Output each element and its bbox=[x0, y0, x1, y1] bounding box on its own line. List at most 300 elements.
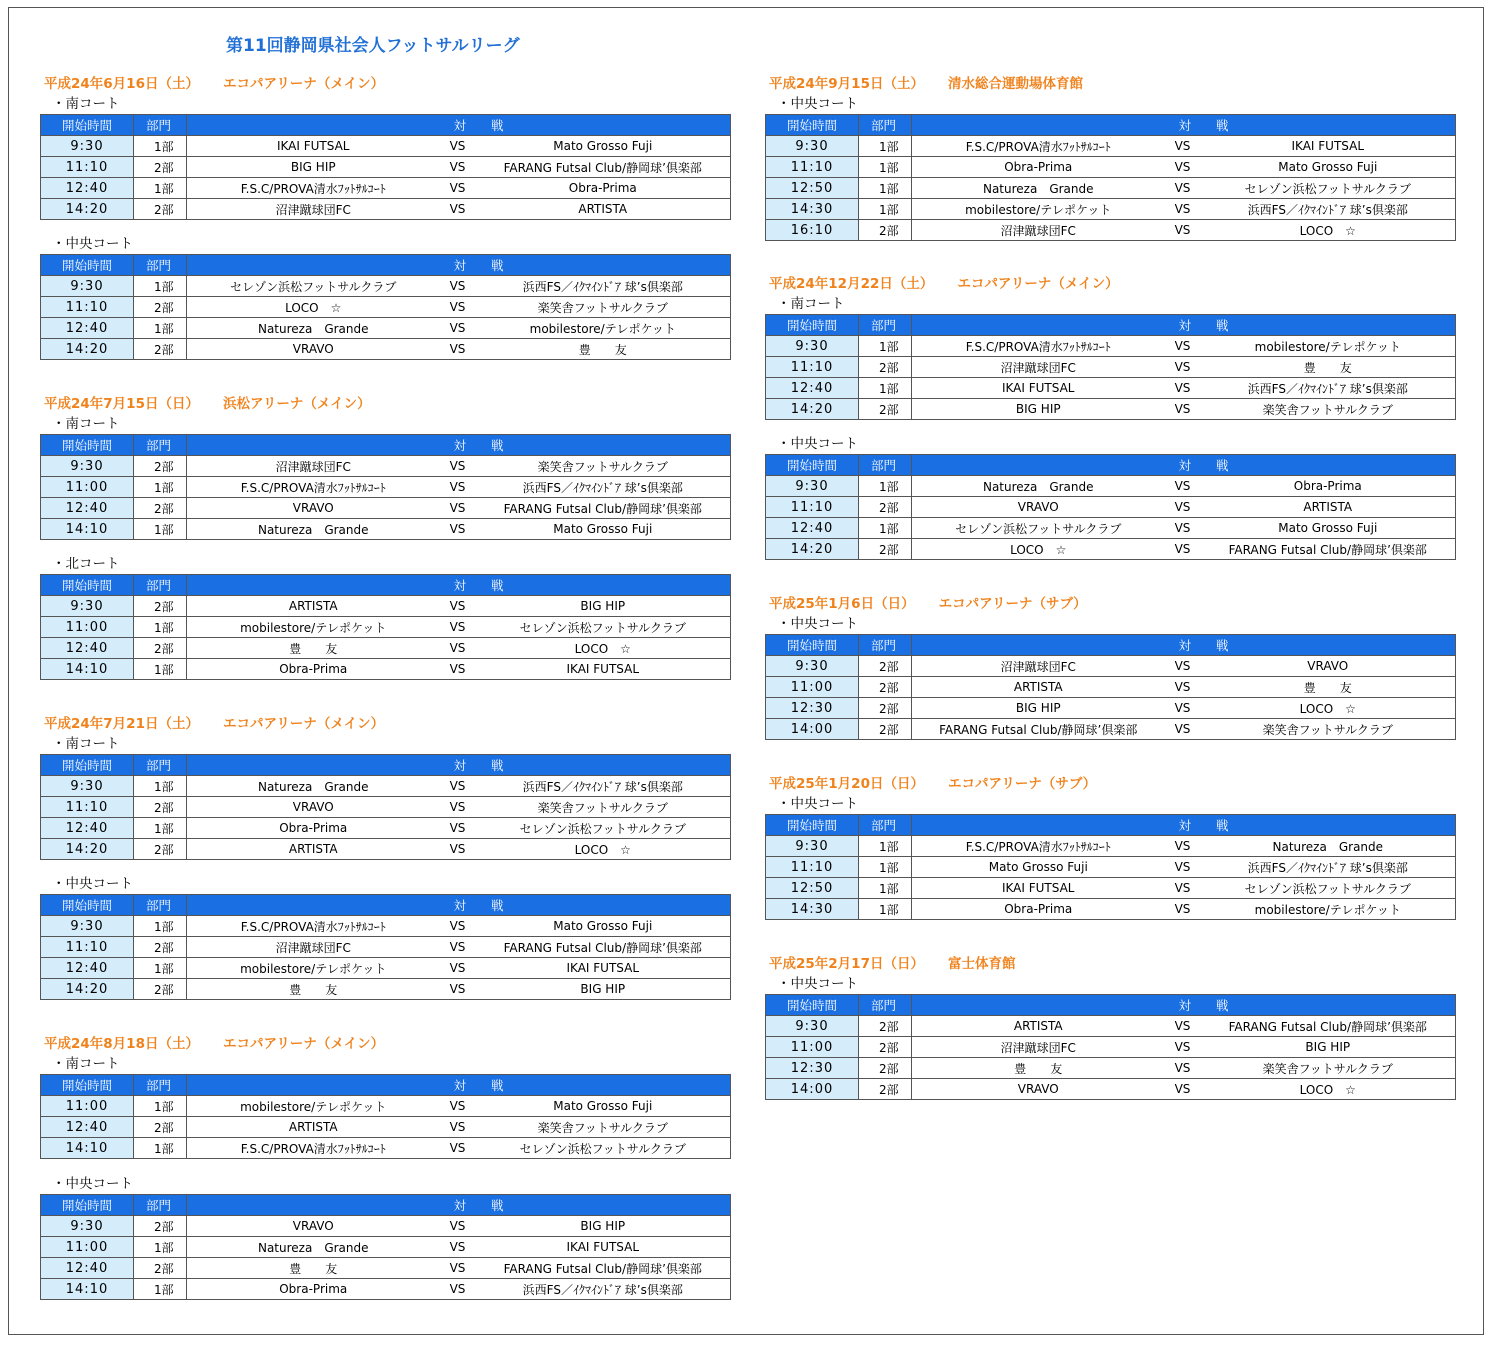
home-team: mobilestore/テレポケット bbox=[187, 958, 440, 979]
schedule-table bbox=[765, 454, 1456, 560]
header-division: 部門 bbox=[134, 755, 187, 776]
court-label: ・南コート bbox=[52, 96, 120, 112]
versus-label: VS bbox=[440, 1138, 476, 1159]
table-row bbox=[41, 276, 731, 297]
start-time: 14:30 bbox=[766, 899, 859, 920]
away-team: BIG HIP bbox=[476, 1216, 731, 1237]
division: 2部 bbox=[134, 596, 187, 617]
away-team: 楽笑舎フットサルクラブ bbox=[476, 797, 731, 818]
versus-label: VS bbox=[440, 157, 476, 178]
schedule-table bbox=[40, 754, 731, 860]
event-heading bbox=[769, 954, 1015, 974]
versus-label: VS bbox=[1165, 199, 1201, 220]
versus-label: VS bbox=[1165, 878, 1201, 899]
versus-label: VS bbox=[1165, 836, 1201, 857]
division: 2部 bbox=[859, 220, 912, 241]
division: 1部 bbox=[134, 519, 187, 540]
home-team: ARTISTA bbox=[912, 677, 1165, 698]
table-row bbox=[766, 157, 1456, 178]
table-row bbox=[41, 596, 731, 617]
header-time: 開始時間 bbox=[41, 755, 134, 776]
header-match: 対 戦 bbox=[912, 815, 1456, 836]
versus-label: VS bbox=[440, 276, 476, 297]
versus-label: VS bbox=[440, 178, 476, 199]
home-team: Natureza Grande bbox=[187, 1237, 440, 1258]
table-header-row bbox=[766, 815, 1456, 836]
header-division: 部門 bbox=[859, 635, 912, 656]
home-team: mobilestore/テレポケット bbox=[912, 199, 1165, 220]
away-team: 浜西FS／ｲｸﾏｲﾝﾄﾞｱ 球’s倶楽部 bbox=[476, 1279, 731, 1300]
division: 2部 bbox=[134, 498, 187, 519]
header-match: 対 戦 bbox=[912, 995, 1456, 1016]
division: 1部 bbox=[134, 776, 187, 797]
table-row bbox=[766, 476, 1456, 497]
division: 2部 bbox=[134, 1216, 187, 1237]
away-team: FARANG Futsal Club/静岡球’倶楽部 bbox=[476, 937, 731, 958]
away-team: IKAI FUTSAL bbox=[476, 659, 731, 680]
division: 1部 bbox=[859, 136, 912, 157]
schedule-table bbox=[40, 254, 731, 360]
away-team: セレゾン浜松フットサルクラブ bbox=[1201, 178, 1456, 199]
start-time: 12:50 bbox=[766, 878, 859, 899]
division: 2部 bbox=[134, 797, 187, 818]
away-team: Mato Grosso Fuji bbox=[476, 916, 731, 937]
away-team: mobilestore/テレポケット bbox=[1201, 336, 1456, 357]
event-heading bbox=[44, 1034, 384, 1054]
header-time: 開始時間 bbox=[766, 995, 859, 1016]
start-time: 11:00 bbox=[766, 1037, 859, 1058]
event-date: 平成25年1月20日（日） bbox=[769, 776, 924, 792]
start-time: 12:40 bbox=[41, 178, 134, 199]
header-match: 対 戦 bbox=[187, 435, 731, 456]
table-row bbox=[41, 157, 731, 178]
court-label: ・南コート bbox=[52, 1056, 120, 1072]
division: 2部 bbox=[859, 1058, 912, 1079]
away-team: 楽笑舎フットサルクラブ bbox=[1201, 1058, 1456, 1079]
away-team: 浜西FS／ｲｸﾏｲﾝﾄﾞｱ 球’s倶楽部 bbox=[476, 477, 731, 498]
away-team: LOCO ☆ bbox=[476, 638, 731, 659]
start-time: 9:30 bbox=[41, 456, 134, 477]
start-time: 14:00 bbox=[766, 1079, 859, 1100]
away-team: VRAVO bbox=[1201, 656, 1456, 677]
start-time: 9:30 bbox=[766, 836, 859, 857]
page-title: 第11回静岡県社会人フットサルリーグ bbox=[226, 36, 520, 56]
start-time: 12:50 bbox=[766, 178, 859, 199]
header-time: 開始時間 bbox=[41, 1075, 134, 1096]
table-header-row bbox=[41, 895, 731, 916]
start-time: 9:30 bbox=[41, 1216, 134, 1237]
home-team: 沼津蹴球団FC bbox=[912, 1037, 1165, 1058]
event-heading bbox=[44, 714, 384, 734]
schedule-table bbox=[765, 314, 1456, 420]
table-row bbox=[766, 857, 1456, 878]
start-time: 9:30 bbox=[41, 136, 134, 157]
schedule-table bbox=[40, 574, 731, 680]
table-row bbox=[41, 638, 731, 659]
division: 1部 bbox=[859, 476, 912, 497]
versus-label: VS bbox=[440, 519, 476, 540]
table-header-row bbox=[766, 115, 1456, 136]
versus-label: VS bbox=[440, 958, 476, 979]
away-team: 楽笑舎フットサルクラブ bbox=[1201, 399, 1456, 420]
header-division: 部門 bbox=[134, 115, 187, 136]
versus-label: VS bbox=[1165, 518, 1201, 539]
event-date: 平成24年8月18日（土） bbox=[44, 1036, 199, 1052]
division: 2部 bbox=[134, 157, 187, 178]
home-team: Natureza Grande bbox=[912, 178, 1165, 199]
table-row bbox=[41, 498, 731, 519]
table-row bbox=[41, 1096, 731, 1117]
header-match: 対 戦 bbox=[187, 755, 731, 776]
start-time: 11:00 bbox=[41, 617, 134, 638]
table-header-row bbox=[766, 315, 1456, 336]
start-time: 14:20 bbox=[41, 839, 134, 860]
start-time: 14:20 bbox=[766, 539, 859, 560]
away-team: IKAI FUTSAL bbox=[476, 1237, 731, 1258]
division: 2部 bbox=[134, 199, 187, 220]
versus-label: VS bbox=[1165, 399, 1201, 420]
home-team: 豊 友 bbox=[187, 1258, 440, 1279]
header-match: 対 戦 bbox=[187, 1075, 731, 1096]
table-row bbox=[766, 1058, 1456, 1079]
event-heading bbox=[769, 594, 1087, 614]
versus-label: VS bbox=[1165, 857, 1201, 878]
home-team: F.S.C/PROVA清水ﾌｯﾄｻﾙｺｰﾄ bbox=[912, 136, 1165, 157]
away-team: mobilestore/テレポケット bbox=[476, 318, 731, 339]
start-time: 11:10 bbox=[766, 157, 859, 178]
division: 2部 bbox=[134, 456, 187, 477]
home-team: F.S.C/PROVA清水ﾌｯﾄｻﾙｺｰﾄ bbox=[187, 178, 440, 199]
table-row bbox=[41, 297, 731, 318]
court-label: ・南コート bbox=[52, 736, 120, 752]
home-team: 沼津蹴球団FC bbox=[912, 357, 1165, 378]
versus-label: VS bbox=[1165, 677, 1201, 698]
division: 2部 bbox=[134, 979, 187, 1000]
home-team: Obra-Prima bbox=[912, 899, 1165, 920]
home-team: 豊 友 bbox=[912, 1058, 1165, 1079]
table-row bbox=[766, 399, 1456, 420]
table-row bbox=[766, 136, 1456, 157]
away-team: 楽笑舎フットサルクラブ bbox=[476, 297, 731, 318]
division: 1部 bbox=[134, 178, 187, 199]
schedule-table bbox=[40, 1194, 731, 1300]
start-time: 12:40 bbox=[41, 638, 134, 659]
away-team: ARTISTA bbox=[1201, 497, 1456, 518]
court-label: ・中央コート bbox=[777, 976, 858, 992]
header-match: 対 戦 bbox=[187, 1195, 731, 1216]
home-team: mobilestore/テレポケット bbox=[187, 617, 440, 638]
table-header-row bbox=[41, 435, 731, 456]
start-time: 9:30 bbox=[41, 596, 134, 617]
division: 2部 bbox=[859, 1037, 912, 1058]
start-time: 12:30 bbox=[766, 698, 859, 719]
table-row bbox=[41, 1216, 731, 1237]
event-heading bbox=[44, 74, 384, 94]
header-division: 部門 bbox=[859, 115, 912, 136]
start-time: 12:40 bbox=[41, 958, 134, 979]
division: 1部 bbox=[859, 899, 912, 920]
start-time: 9:30 bbox=[41, 916, 134, 937]
table-header-row bbox=[41, 115, 731, 136]
division: 1部 bbox=[134, 1138, 187, 1159]
home-team: 沼津蹴球団FC bbox=[912, 220, 1165, 241]
division: 1部 bbox=[134, 916, 187, 937]
home-team: mobilestore/テレポケット bbox=[187, 1096, 440, 1117]
event-venue: 富士体育館 bbox=[947, 956, 1016, 972]
header-division: 部門 bbox=[134, 575, 187, 596]
division: 2部 bbox=[859, 399, 912, 420]
start-time: 9:30 bbox=[41, 776, 134, 797]
start-time: 14:20 bbox=[766, 399, 859, 420]
division: 1部 bbox=[859, 518, 912, 539]
away-team: Mato Grosso Fuji bbox=[476, 519, 731, 540]
away-team: ARTISTA bbox=[476, 199, 731, 220]
away-team: セレゾン浜松フットサルクラブ bbox=[476, 1138, 731, 1159]
start-time: 14:20 bbox=[41, 199, 134, 220]
away-team: 豊 友 bbox=[1201, 357, 1456, 378]
start-time: 14:30 bbox=[766, 199, 859, 220]
event-venue: エコパアリーナ（メイン） bbox=[957, 276, 1119, 292]
division: 1部 bbox=[134, 659, 187, 680]
header-time: 開始時間 bbox=[41, 435, 134, 456]
away-team: 楽笑舎フットサルクラブ bbox=[476, 1117, 731, 1138]
versus-label: VS bbox=[1165, 698, 1201, 719]
versus-label: VS bbox=[440, 776, 476, 797]
event-date: 平成24年7月15日（日） bbox=[44, 396, 199, 412]
start-time: 12:40 bbox=[766, 518, 859, 539]
header-match: 対 戦 bbox=[187, 575, 731, 596]
versus-label: VS bbox=[440, 797, 476, 818]
court-label: ・中央コート bbox=[777, 96, 858, 112]
table-row bbox=[766, 357, 1456, 378]
event-date: 平成25年2月17日（日） bbox=[769, 956, 924, 972]
division: 2部 bbox=[134, 339, 187, 360]
start-time: 14:10 bbox=[41, 659, 134, 680]
table-row bbox=[766, 656, 1456, 677]
home-team: VRAVO bbox=[912, 1079, 1165, 1100]
table-row bbox=[41, 659, 731, 680]
versus-label: VS bbox=[1165, 136, 1201, 157]
division: 1部 bbox=[134, 318, 187, 339]
away-team: Natureza Grande bbox=[1201, 836, 1456, 857]
start-time: 14:10 bbox=[41, 1279, 134, 1300]
event-venue: エコパアリーナ（サブ） bbox=[938, 596, 1087, 612]
home-team: セレゾン浜松フットサルクラブ bbox=[187, 276, 440, 297]
header-match: 対 戦 bbox=[187, 115, 731, 136]
versus-label: VS bbox=[1165, 719, 1201, 740]
division: 2部 bbox=[134, 638, 187, 659]
start-time: 11:10 bbox=[41, 937, 134, 958]
away-team: 浜西FS／ｲｸﾏｲﾝﾄﾞｱ 球’s倶楽部 bbox=[476, 276, 731, 297]
division: 2部 bbox=[859, 677, 912, 698]
home-team: VRAVO bbox=[187, 1216, 440, 1237]
start-time: 14:20 bbox=[41, 339, 134, 360]
home-team: F.S.C/PROVA清水ﾌｯﾄｻﾙｺｰﾄ bbox=[187, 477, 440, 498]
table-row bbox=[41, 1237, 731, 1258]
court-label: ・南コート bbox=[777, 296, 845, 312]
home-team: FARANG Futsal Club/静岡球’倶楽部 bbox=[912, 719, 1165, 740]
table-row bbox=[41, 797, 731, 818]
header-time: 開始時間 bbox=[766, 815, 859, 836]
table-row bbox=[41, 776, 731, 797]
versus-label: VS bbox=[440, 1216, 476, 1237]
table-row bbox=[41, 178, 731, 199]
home-team: セレゾン浜松フットサルクラブ bbox=[912, 518, 1165, 539]
home-team: VRAVO bbox=[187, 797, 440, 818]
start-time: 12:40 bbox=[766, 378, 859, 399]
home-team: 沼津蹴球団FC bbox=[912, 656, 1165, 677]
table-header-row bbox=[766, 995, 1456, 1016]
away-team: セレゾン浜松フットサルクラブ bbox=[1201, 878, 1456, 899]
versus-label: VS bbox=[440, 1237, 476, 1258]
header-time: 開始時間 bbox=[41, 895, 134, 916]
versus-label: VS bbox=[440, 839, 476, 860]
table-row bbox=[41, 979, 731, 1000]
table-row bbox=[41, 477, 731, 498]
start-time: 14:10 bbox=[41, 519, 134, 540]
away-team: Obra-Prima bbox=[1201, 476, 1456, 497]
table-row bbox=[41, 1117, 731, 1138]
table-row bbox=[766, 497, 1456, 518]
table-header-row bbox=[41, 755, 731, 776]
event-date: 平成24年7月21日（土） bbox=[44, 716, 199, 732]
court-label: ・中央コート bbox=[777, 436, 858, 452]
away-team: 浜西FS／ｲｸﾏｲﾝﾄﾞｱ 球’s倶楽部 bbox=[476, 776, 731, 797]
start-time: 12:40 bbox=[41, 818, 134, 839]
table-header-row bbox=[766, 635, 1456, 656]
table-row bbox=[41, 617, 731, 638]
start-time: 16:10 bbox=[766, 220, 859, 241]
home-team: Obra-Prima bbox=[912, 157, 1165, 178]
home-team: F.S.C/PROVA清水ﾌｯﾄｻﾙｺｰﾄ bbox=[187, 916, 440, 937]
home-team: IKAI FUTSAL bbox=[187, 136, 440, 157]
versus-label: VS bbox=[440, 456, 476, 477]
home-team: 沼津蹴球団FC bbox=[187, 937, 440, 958]
court-label: ・中央コート bbox=[52, 1176, 133, 1192]
start-time: 9:30 bbox=[41, 276, 134, 297]
away-team: 豊 友 bbox=[476, 339, 731, 360]
division: 2部 bbox=[134, 297, 187, 318]
division: 2部 bbox=[134, 1117, 187, 1138]
away-team: IKAI FUTSAL bbox=[476, 958, 731, 979]
table-row bbox=[766, 518, 1456, 539]
start-time: 11:00 bbox=[41, 477, 134, 498]
header-match: 対 戦 bbox=[187, 895, 731, 916]
away-team: BIG HIP bbox=[1201, 1037, 1456, 1058]
header-time: 開始時間 bbox=[766, 315, 859, 336]
versus-label: VS bbox=[1165, 178, 1201, 199]
table-row bbox=[766, 336, 1456, 357]
away-team: FARANG Futsal Club/静岡球’倶楽部 bbox=[476, 1258, 731, 1279]
header-time: 開始時間 bbox=[766, 455, 859, 476]
event-date: 平成24年6月16日（土） bbox=[44, 76, 199, 92]
table-row bbox=[41, 1279, 731, 1300]
court-label: ・南コート bbox=[52, 416, 120, 432]
table-row bbox=[766, 178, 1456, 199]
versus-label: VS bbox=[1165, 157, 1201, 178]
division: 2部 bbox=[134, 1258, 187, 1279]
table-row bbox=[766, 1016, 1456, 1037]
event-date: 平成24年9月15日（土） bbox=[769, 76, 924, 92]
home-team: LOCO ☆ bbox=[187, 297, 440, 318]
table-row bbox=[41, 519, 731, 540]
table-row bbox=[766, 378, 1456, 399]
event-venue: エコパアリーナ（サブ） bbox=[947, 776, 1097, 792]
event-date: 平成25年1月6日（日） bbox=[769, 596, 915, 612]
home-team: Obra-Prima bbox=[187, 1279, 440, 1300]
division: 2部 bbox=[859, 656, 912, 677]
start-time: 11:10 bbox=[41, 157, 134, 178]
division: 1部 bbox=[134, 136, 187, 157]
away-team: BIG HIP bbox=[476, 596, 731, 617]
start-time: 9:30 bbox=[766, 1016, 859, 1037]
away-team: LOCO ☆ bbox=[1201, 1079, 1456, 1100]
home-team: 沼津蹴球団FC bbox=[187, 456, 440, 477]
home-team: F.S.C/PROVA清水ﾌｯﾄｻﾙｺｰﾄ bbox=[912, 836, 1165, 857]
division: 2部 bbox=[859, 357, 912, 378]
table-row bbox=[41, 937, 731, 958]
header-match: 対 戦 bbox=[187, 255, 731, 276]
away-team: Mato Grosso Fuji bbox=[476, 1096, 731, 1117]
event-heading bbox=[769, 774, 1096, 794]
versus-label: VS bbox=[440, 498, 476, 519]
event-venue: エコパアリーナ（メイン） bbox=[222, 716, 385, 732]
home-team: Natureza Grande bbox=[912, 476, 1165, 497]
versus-label: VS bbox=[440, 659, 476, 680]
home-team: 豊 友 bbox=[187, 638, 440, 659]
home-team: Natureza Grande bbox=[187, 318, 440, 339]
header-time: 開始時間 bbox=[41, 575, 134, 596]
home-team: LOCO ☆ bbox=[912, 539, 1165, 560]
versus-label: VS bbox=[440, 318, 476, 339]
division: 1部 bbox=[859, 378, 912, 399]
division: 1部 bbox=[134, 818, 187, 839]
table-row bbox=[766, 878, 1456, 899]
header-time: 開始時間 bbox=[41, 1195, 134, 1216]
home-team: VRAVO bbox=[912, 497, 1165, 518]
start-time: 11:10 bbox=[41, 297, 134, 318]
versus-label: VS bbox=[1165, 1016, 1201, 1037]
home-team: BIG HIP bbox=[912, 698, 1165, 719]
header-division: 部門 bbox=[859, 315, 912, 336]
schedule-table bbox=[40, 434, 731, 540]
division: 1部 bbox=[134, 617, 187, 638]
schedule-table bbox=[40, 114, 731, 220]
start-time: 12:40 bbox=[41, 498, 134, 519]
away-team: LOCO ☆ bbox=[476, 839, 731, 860]
start-time: 12:40 bbox=[41, 1117, 134, 1138]
division: 1部 bbox=[859, 878, 912, 899]
division: 1部 bbox=[134, 958, 187, 979]
versus-label: VS bbox=[1165, 656, 1201, 677]
event-venue: 清水総合運動場体育館 bbox=[947, 76, 1083, 92]
table-row bbox=[41, 839, 731, 860]
away-team: 浜西FS／ｲｸﾏｲﾝﾄﾞｱ 球’s倶楽部 bbox=[1201, 378, 1456, 399]
home-team: ARTISTA bbox=[187, 596, 440, 617]
table-row bbox=[766, 1079, 1456, 1100]
versus-label: VS bbox=[440, 916, 476, 937]
away-team: LOCO ☆ bbox=[1201, 698, 1456, 719]
versus-label: VS bbox=[1165, 539, 1201, 560]
table-row bbox=[766, 220, 1456, 241]
away-team: 浜西FS／ｲｸﾏｲﾝﾄﾞｱ 球’s倶楽部 bbox=[1201, 857, 1456, 878]
table-row bbox=[766, 836, 1456, 857]
home-team: VRAVO bbox=[187, 498, 440, 519]
table-row bbox=[766, 539, 1456, 560]
away-team: Mato Grosso Fuji bbox=[1201, 518, 1456, 539]
away-team: FARANG Futsal Club/静岡球’倶楽部 bbox=[476, 498, 731, 519]
division: 1部 bbox=[859, 199, 912, 220]
